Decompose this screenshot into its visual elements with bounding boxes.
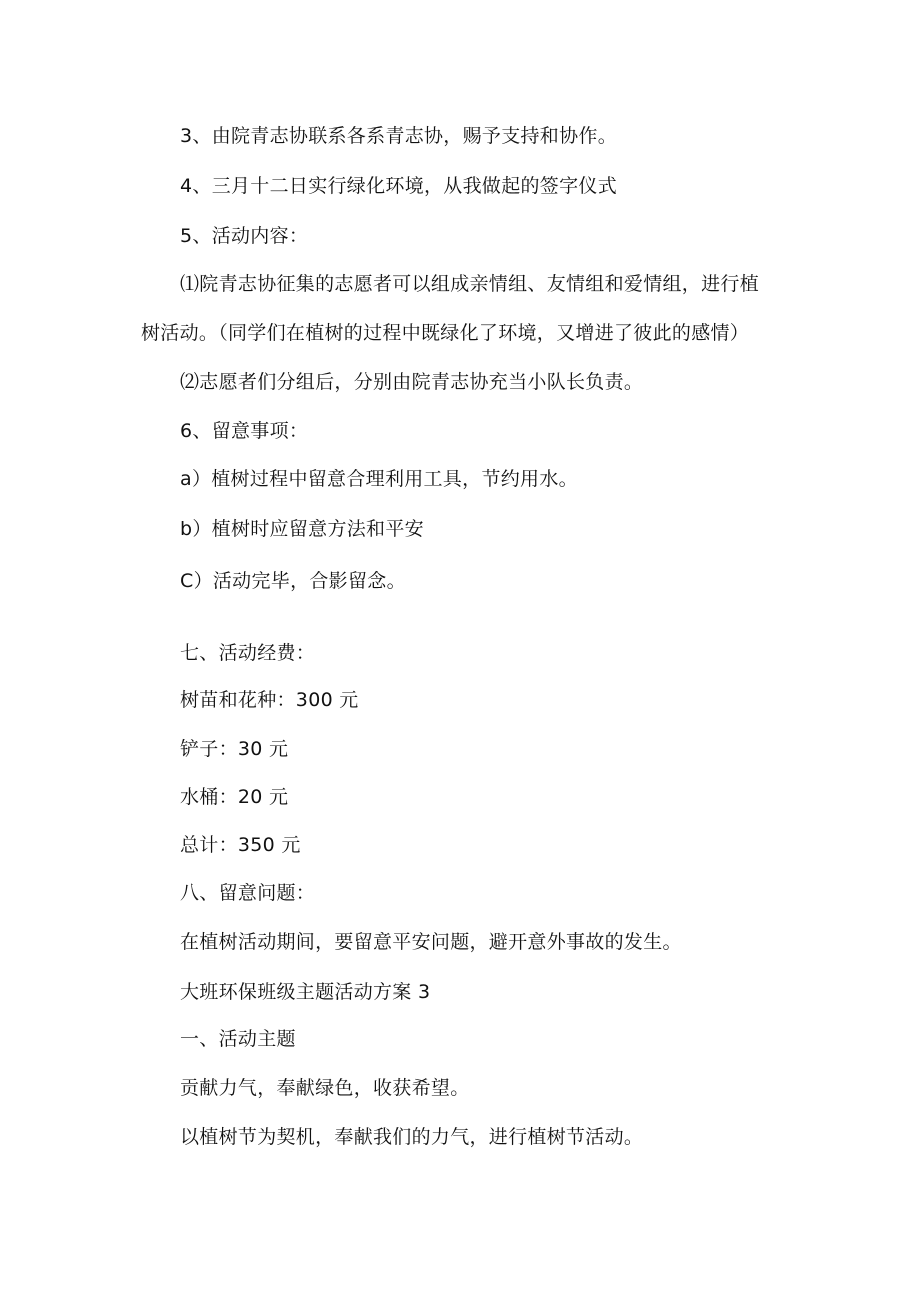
item-4: 4、三月十二日实行绿化环境，从我做起的签字仪式 <box>180 175 617 197</box>
cost-seedlings: 树苗和花种：300 元 <box>180 689 359 711</box>
item-6-heading: 6、留意事项： <box>180 420 309 442</box>
section-8-heading: 八、留意问题： <box>180 882 316 904</box>
item-5-heading: 5、活动内容： <box>180 225 309 247</box>
note-c: C）活动完毕，合影留念。 <box>180 570 406 592</box>
sub-item-2: ⑵志愿者们分组后，分别由院青志协充当小队长负责。 <box>180 371 644 393</box>
theme-slogan: 贡献力气，奉献绿色，收获希望。 <box>180 1077 470 1099</box>
item-3: 3、由院青志协联系各系青志协，赐予支持和协作。 <box>180 125 617 147</box>
safety-note: 在植树活动期间，要留意平安问题，避开意外事故的发生。 <box>180 931 682 953</box>
section-1-heading: 一、活动主题 <box>180 1028 296 1050</box>
note-b: b）植树时应留意方法和平安 <box>180 518 424 540</box>
sub-item-1-line-2: 树活动。（同学们在植树的过程中既绿化了环境，又增进了彼此的感情） <box>141 322 750 344</box>
cost-shovels: 铲子：30 元 <box>180 738 289 760</box>
cost-total: 总计：350 元 <box>180 834 301 856</box>
section-7-heading: 七、活动经费： <box>180 642 316 664</box>
note-a: a）植树过程中留意合理利用工具，节约用水。 <box>180 468 578 490</box>
theme-description: 以植树节为契机，奉献我们的力气，进行植树节活动。 <box>180 1126 644 1148</box>
plan-3-title: 大班环保班级主题活动方案 3 <box>180 981 431 1003</box>
cost-buckets: 水桶：20 元 <box>180 786 289 808</box>
sub-item-1-line-1: ⑴院青志协征集的志愿者可以组成亲情组、友情组和爱情组，进行植 <box>180 273 760 295</box>
